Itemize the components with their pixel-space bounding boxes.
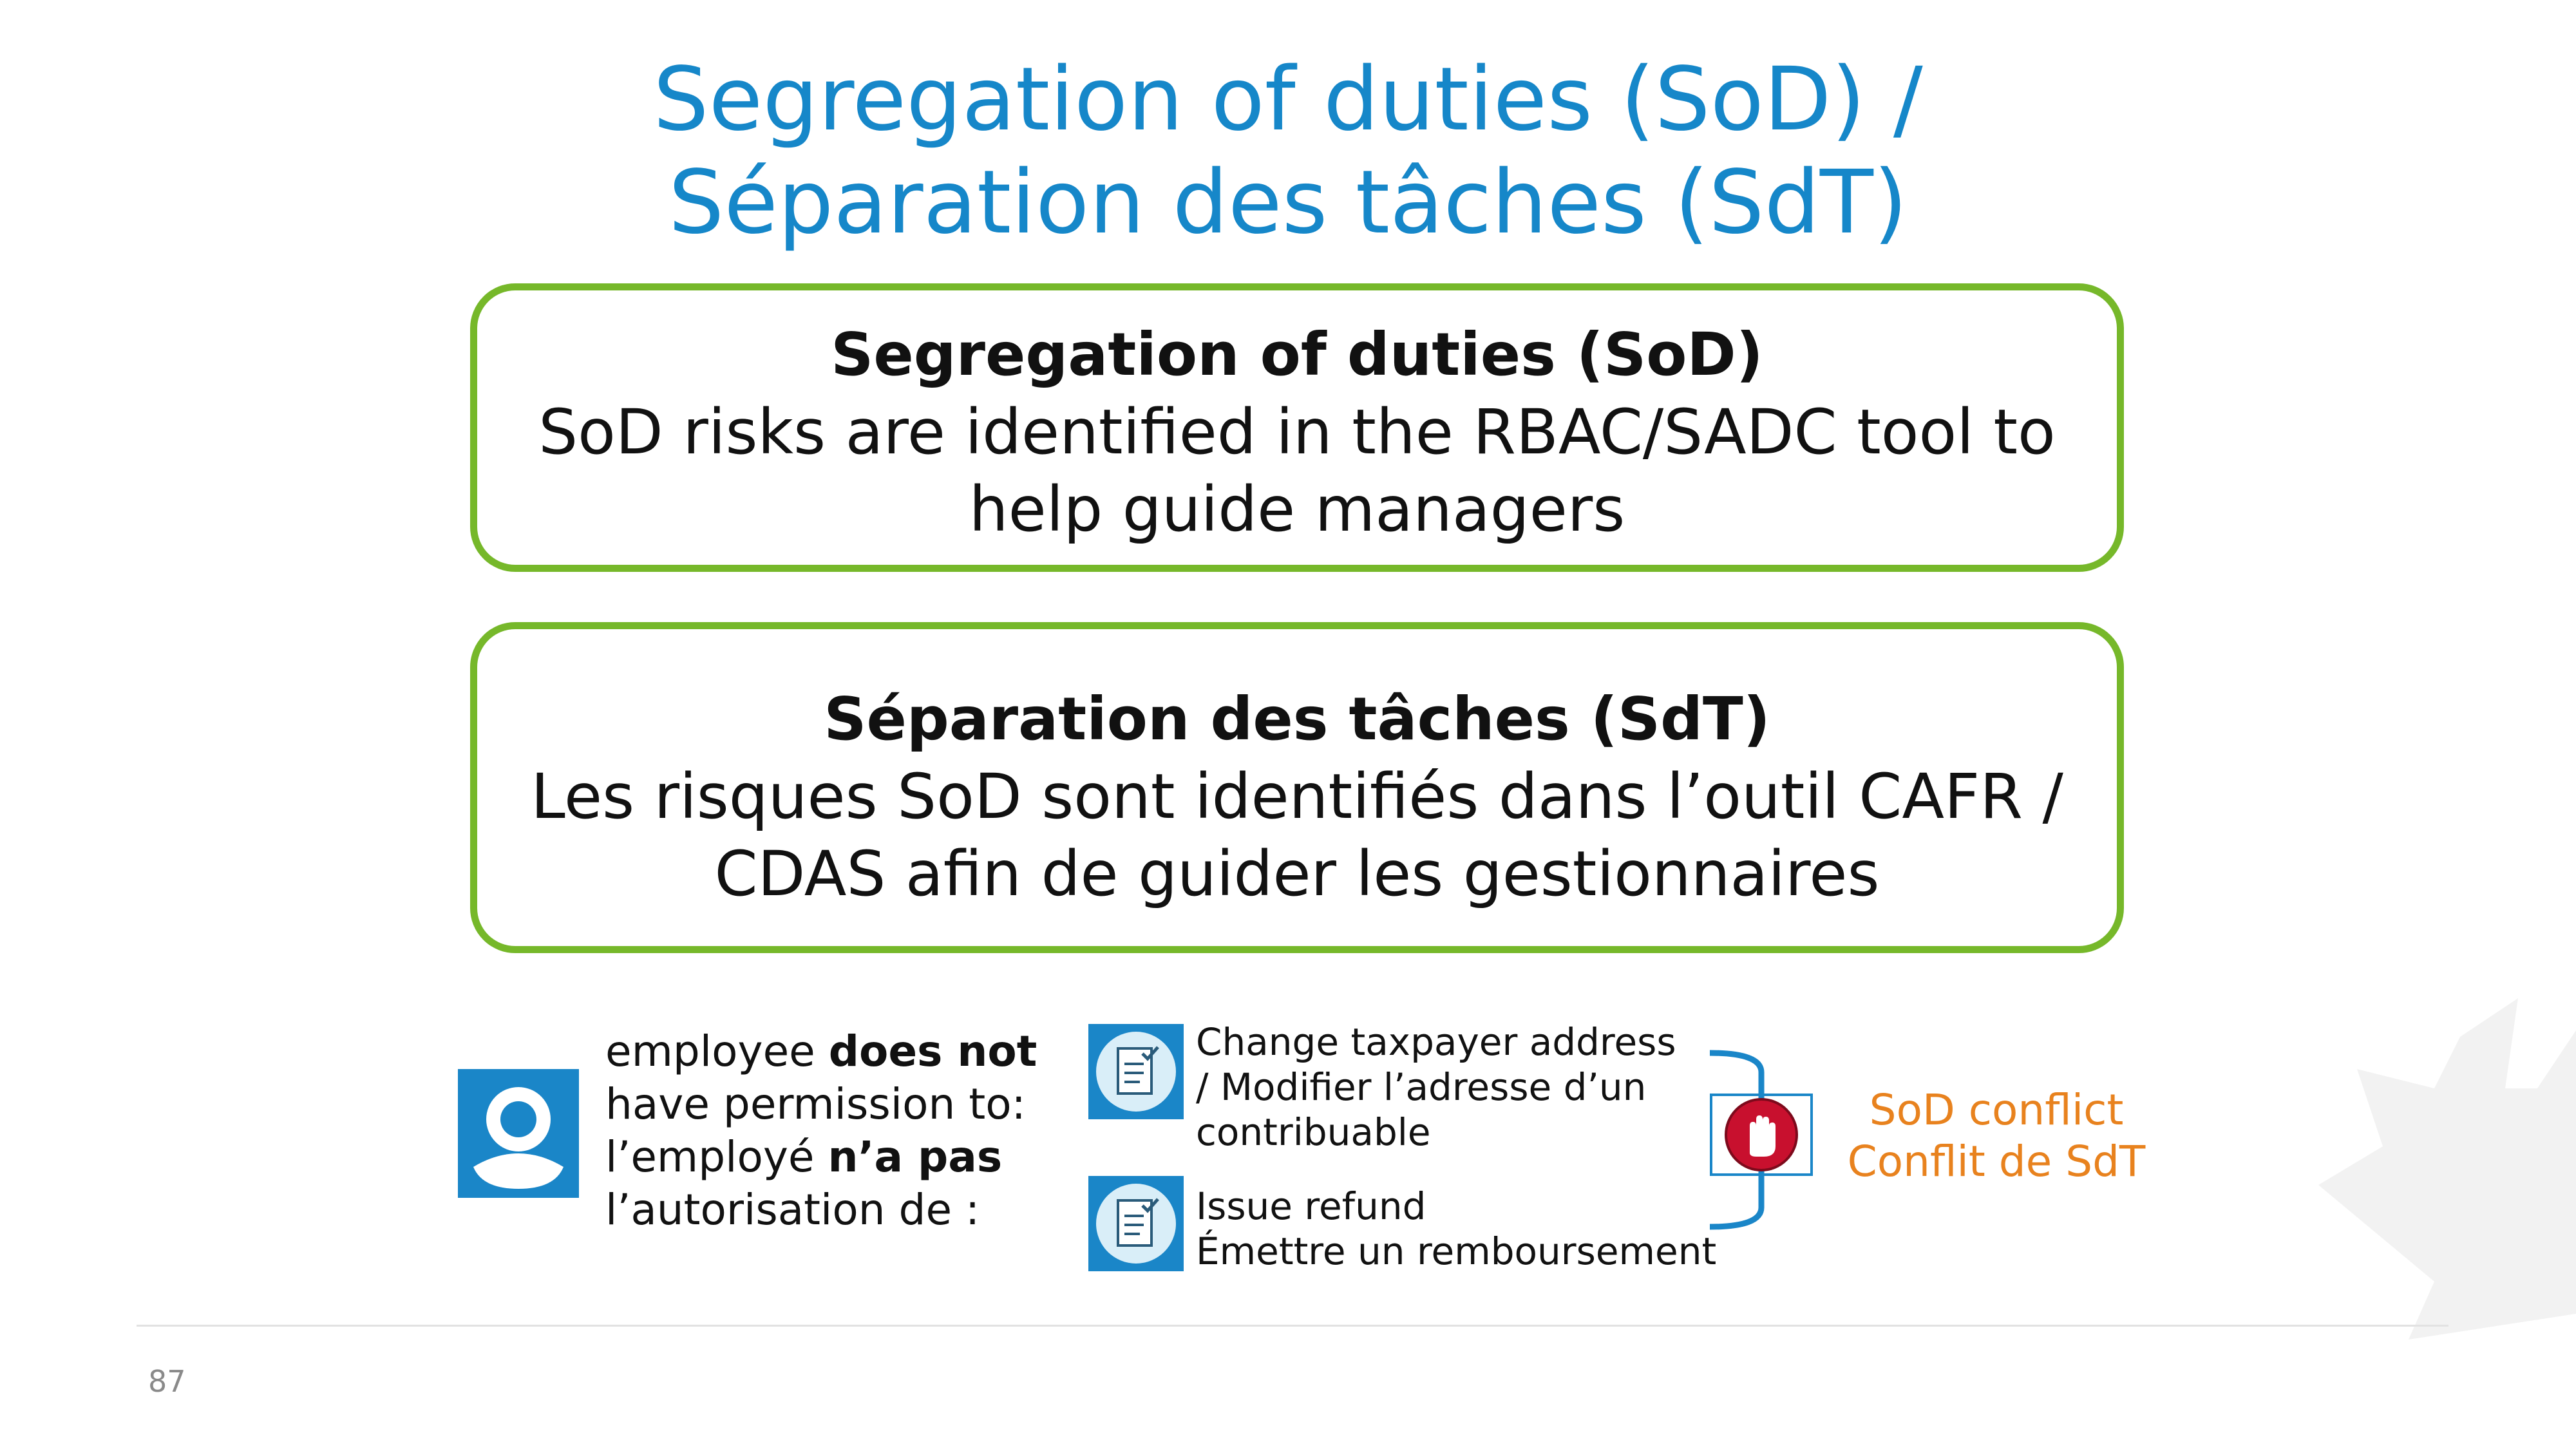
- user-icon: [458, 1069, 579, 1198]
- page-number: 87: [148, 1364, 186, 1399]
- conflict-line-2: Conflit de SdT: [1847, 1137, 2146, 1186]
- conflict-line-1: SoD conflict: [1869, 1085, 2124, 1135]
- employee-permission-text: [605, 1025, 1056, 1236]
- sdt-french-box: [470, 622, 2124, 953]
- permission-1-line-1: Change taxpayer address: [1196, 1020, 1676, 1064]
- permission-1-line-3: contribuable: [1196, 1110, 1431, 1154]
- sod-body-line-2: help guide managers: [969, 473, 1625, 545]
- title-line-1: Segregation of duties (SoD) /: [653, 49, 1923, 151]
- sod-body-line-1: SoD risks are identified in the RBAC/SADC tool to: [538, 396, 2056, 468]
- sod-heading: Segregation of duties (SoD): [831, 320, 1763, 389]
- employee-line-3-prefix: l’employé: [605, 1132, 828, 1182]
- employee-line-3-bold: n’a pas: [828, 1132, 1003, 1182]
- sod-english-box: [470, 283, 2124, 572]
- slide-title: [0, 48, 2576, 254]
- sdt-body-line-1: Les risques SoD sont identifiés dans l’outil CAFR /: [531, 761, 2063, 833]
- employee-line-1-prefix: employee: [605, 1027, 829, 1076]
- sdt-heading: Séparation des tâches (SdT): [824, 685, 1770, 753]
- document-check-icon: [1088, 1024, 1184, 1119]
- employee-line-3: [605, 1131, 1056, 1184]
- document-check-icon: [1088, 1176, 1184, 1271]
- employee-line-1-bold: does not: [828, 1027, 1037, 1076]
- sdt-body-line-2: CDAS afin de guider les gestionnaires: [714, 838, 1880, 910]
- permission-issue-refund: [1196, 1184, 1763, 1274]
- permission-2-line-1: Issue refund: [1196, 1184, 1426, 1228]
- permission-change-address: [1196, 1019, 1763, 1155]
- employee-line-4: l’autorisation de :: [605, 1185, 980, 1235]
- title-line-2: Séparation des tâches (SdT): [668, 152, 1908, 254]
- employee-line-2: have permission to:: [605, 1079, 1026, 1129]
- employee-line-1: [605, 1025, 1056, 1078]
- permission-2-line-2: Émettre un remboursement: [1196, 1229, 1717, 1273]
- permission-1-line-2: / Modifier l’adresse d’un: [1196, 1065, 1647, 1109]
- stop-hand-icon: [1710, 1094, 1813, 1176]
- footer-divider: [137, 1325, 2448, 1327]
- sod-conflict-label: [1829, 1084, 2164, 1188]
